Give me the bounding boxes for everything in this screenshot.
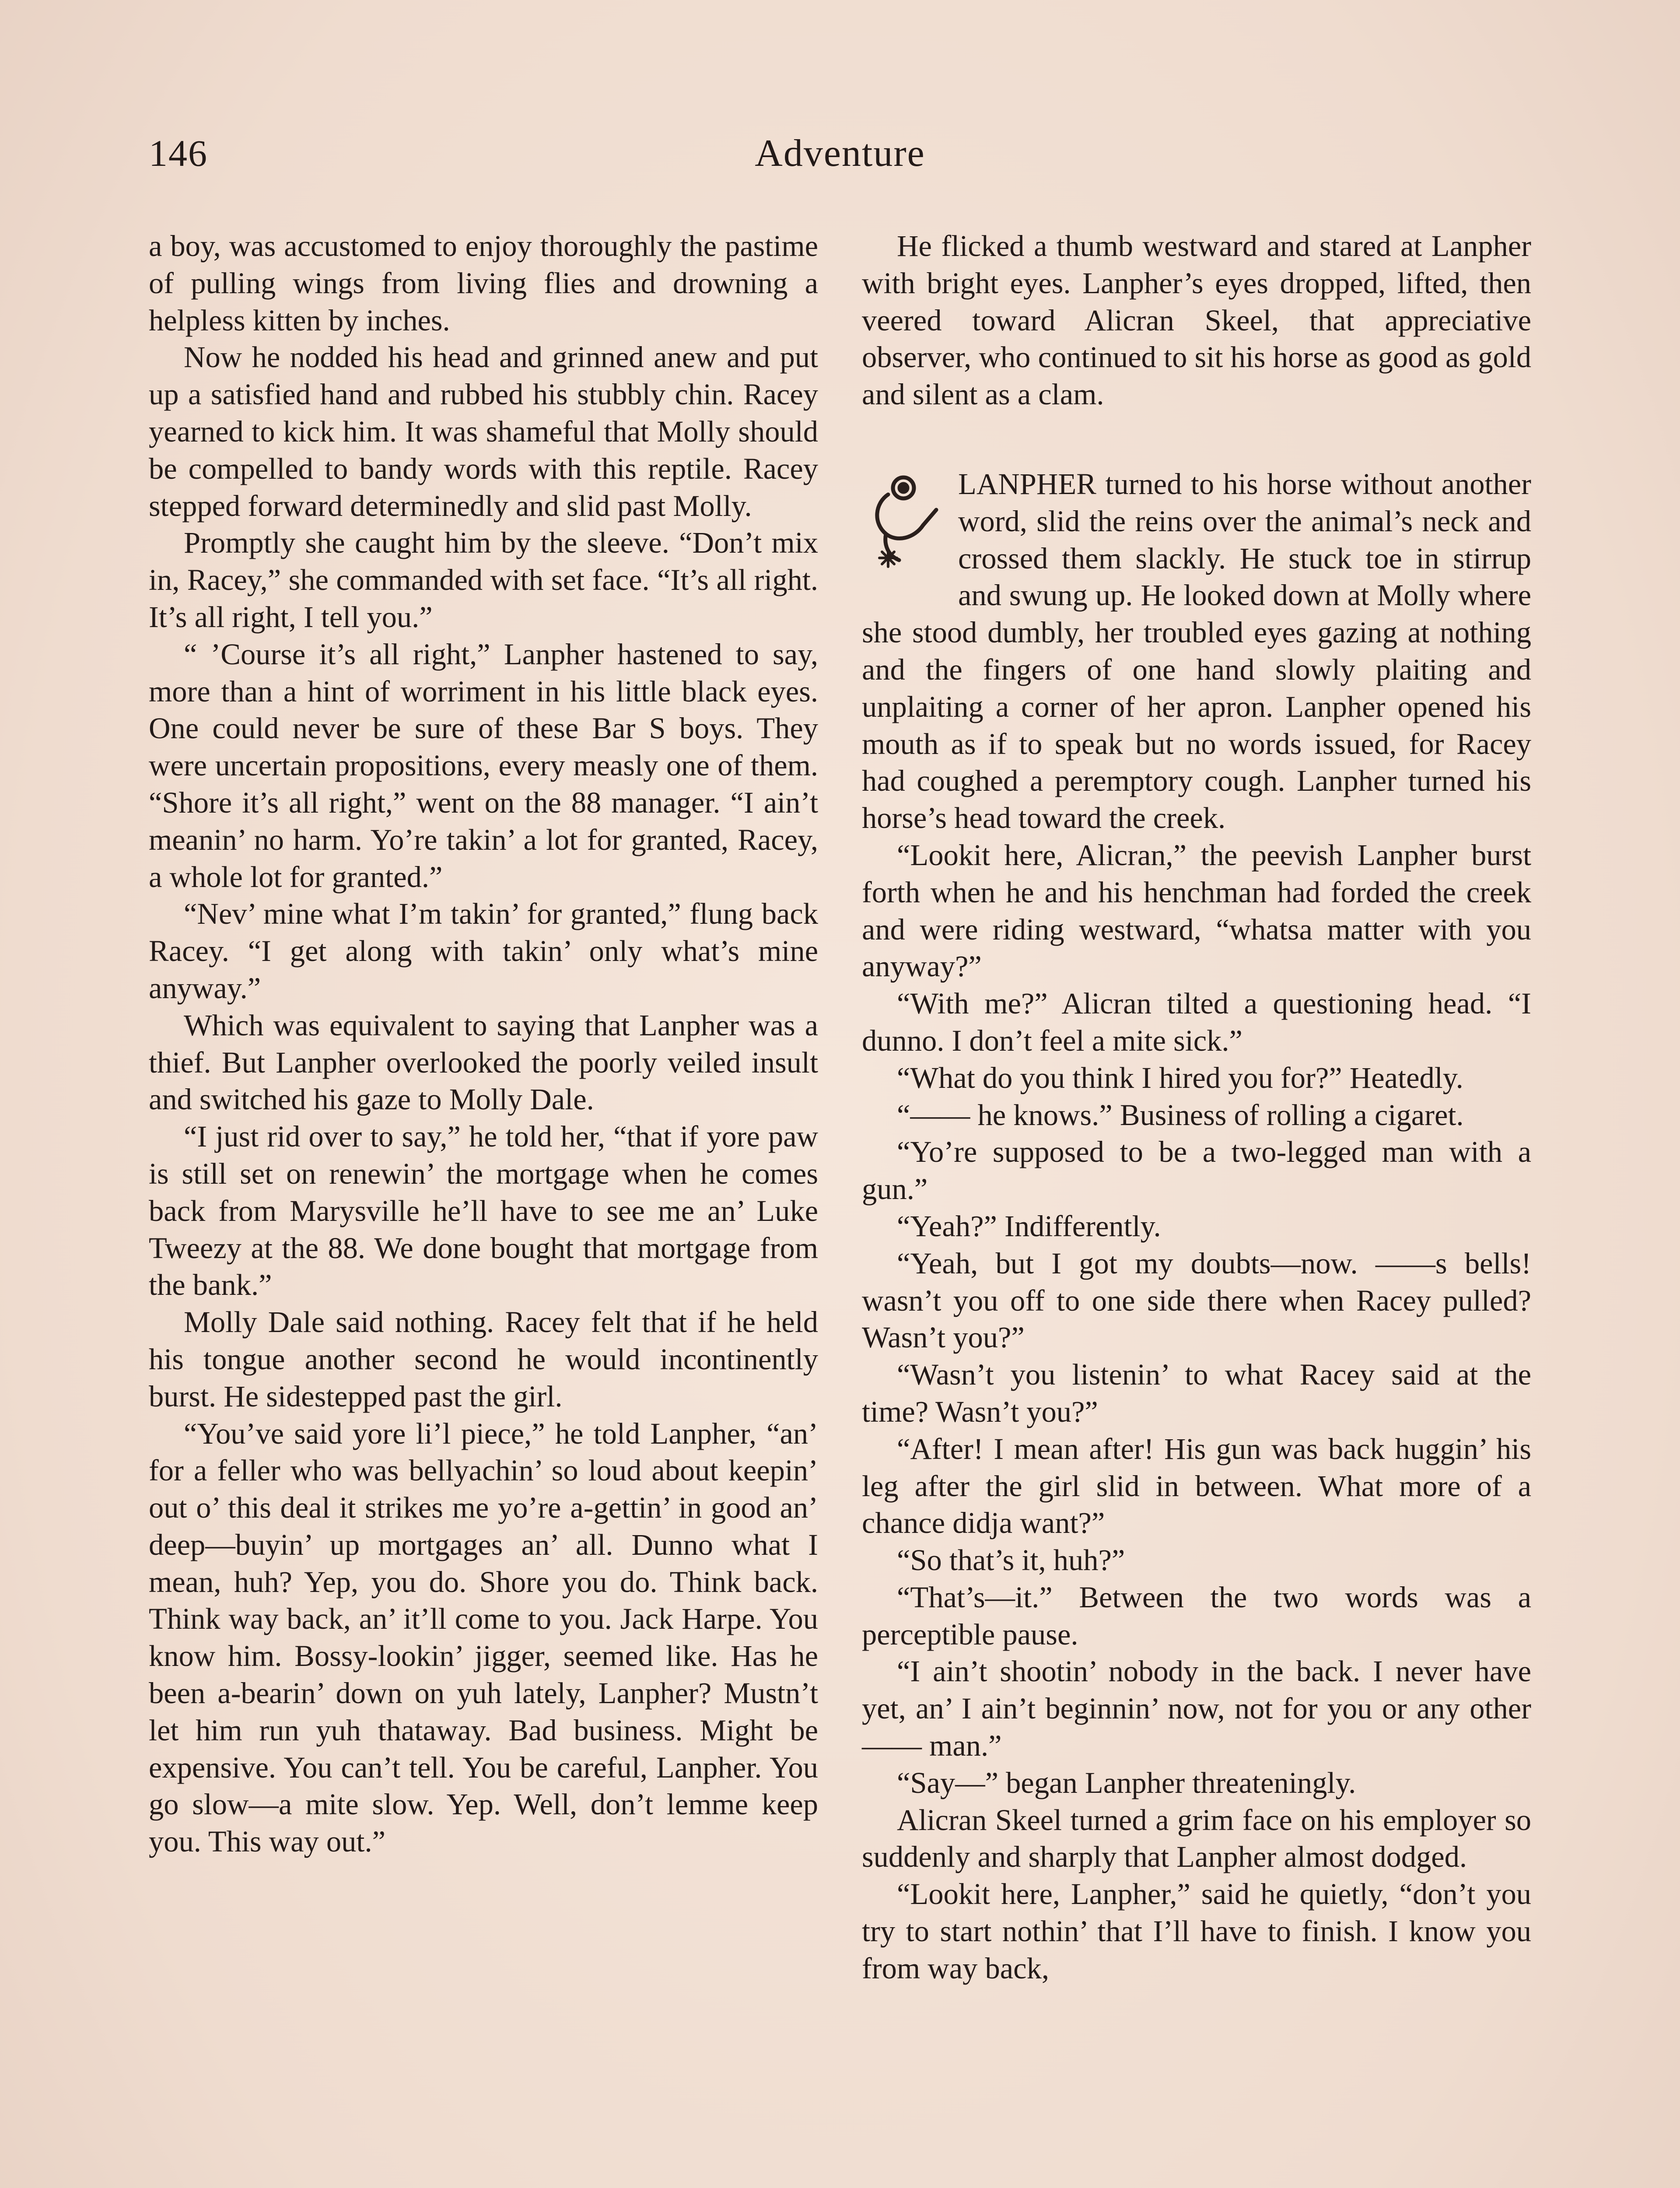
paragraph: “Lookit here, Alicran,” the peevish Lanpher burst forth when he and his henchman had forded the creek and were riding westward, “whatsa matter with you anyway?”: [862, 838, 1531, 983]
paragraph: Promptly she caught him by the sleeve. “Don’t mix in, Racey,” she commanded with set face. “It’s all right. It’s all right, I tell you.”: [149, 526, 818, 634]
paragraph: “Lookit here, Lanpher,” said he quietly, “don’t you try to start nothin’ that I’ll have to finish. I know you from way back,: [862, 1877, 1531, 1985]
paragraph: “What do you think I hired you for?” Heatedly.: [897, 1061, 1463, 1094]
left-text-column: [149, 228, 818, 1860]
paragraph: “I just rid over to say,” he told her, “that if yore paw is still set on renewin’ the mortgage when he comes back from Marysville he’ll have to see me an’ Luke Tweezy at the 88. We done bought that mortgage from the bank.”: [149, 1120, 818, 1302]
page-number: 146: [149, 132, 208, 174]
page-header: [149, 131, 1531, 188]
paragraph: “Wasn’t you listenin’ to what Racey said at the time? Wasn’t you?”: [862, 1358, 1531, 1428]
paragraph: “So that’s it, huh?”: [897, 1543, 1125, 1577]
right-text-column: [862, 228, 1531, 1987]
section-break: [862, 413, 1531, 466]
paragraph: “Nev’ mine what I’m takin’ for granted,” flung back Racey. “I get along with takin’ only what’s mine anyway.”: [149, 897, 818, 1005]
paragraph: “ ’Course it’s all right,” Lanpher hastened to say, more than a hint of worriment in his little black eyes. One could never be sure of these Bar S boys. They were uncertain propositions, every measly one of them. “Shore it’s all right,” went on the 88 manager. “I ain’t meanin’ no harm. Yo’re takin’ a lot for granted, Racey, a whole lot for granted.”: [149, 637, 818, 894]
paragraph: “That’s—it.” Between the two words was a perceptible pause.: [862, 1580, 1531, 1651]
paragraph: “—— he knows.” Business of rolling a cigaret.: [897, 1098, 1464, 1132]
paragraph: a boy, was accustomed to enjoy thoroughly the pastime of pulling wings from living flies and drowning a helpless kitten by inches.: [149, 229, 818, 337]
paragraph: “Say—” began Lanpher threateningly.: [897, 1766, 1356, 1799]
paragraph: Now he nodded his head and grinned anew and put up a satisfied hand and rubbed his stubbly chin. Racey yearned to kick him. It was shameful that Molly should be compelled to bandy words with this reptile. Racey stepped forward determinedly and slid past Molly.: [149, 340, 818, 522]
paragraph: Molly Dale said nothing. Racey felt that if he held his tongue another second he would incontinently burst. He sidestepped past the girl.: [149, 1305, 818, 1413]
paragraph: Alicran Skeel turned a grim face on his employer so suddenly and sharply that Lanpher almost dodged.: [862, 1803, 1531, 1874]
spur-ornament-icon: [862, 468, 949, 578]
paragraph: LANPHER turned to his horse without another word, slid the reins over the animal’s neck and crossed them slackly. He stuck toe in stirrup and swung up. He looked down at Molly where she stood dumbly, her troubled eyes gazing at nothing and the fingers of one hand slowly plaiting and unplaiting a corner of her apron. Lanpher opened his mouth as if to speak but no words issued, for Racey had coughed a peremptory cough. Lanpher turned his horse’s head toward the creek.: [862, 467, 1531, 835]
paragraph: “Yeah?” Indifferently.: [897, 1209, 1161, 1243]
paragraph: “Yo’re supposed to be a two-legged man with a gun.”: [862, 1135, 1531, 1206]
paragraph: He flicked a thumb westward and stared at Lanpher with bright eyes. Lanpher’s eyes dropped, lifted, then veered toward Alicran Skeel, that appreciative observer, who continued to sit his horse as good as gold and silent as a clam.: [862, 229, 1531, 411]
paragraph: Which was equivalent to saying that Lanpher was a thief. But Lanpher overlooked the poorly veiled insult and switched his gaze to Molly Dale.: [149, 1008, 818, 1116]
paragraph: “You’ve said yore li’l piece,” he told Lanpher, “an’ for a feller who was bellyachin’ so loud about keepin’ out o’ this deal it strikes me yo’re a-gettin’ in good an’ deep—buyin’ up mortgages an’ all. Dunno what I mean, huh? Yep, you do. Shore you do. Think back. Think way back, an’ it’ll come to you. Jack Harpe. You know him. Bossy-lookin’ jigger, seemed like. Has he been a-bearin’ down on yuh lately, Lanpher? Mustn’t let him run yuh thataway. Bad business. Might be expensive. You can’t tell. You be careful, Lanpher. You go slow—a mite slow. Yep. Well, don’t lemme keep you. This way out.”: [149, 1417, 818, 1858]
paragraph: “I ain’t shootin’ nobody in the back. I never have yet, an’ I ain’t beginnin’ now, not for you or any other —— man.”: [862, 1655, 1531, 1763]
paragraph: “With me?” Alicran tilted a questioning head. “I dunno. I don’t feel a mite sick.”: [862, 987, 1531, 1057]
paragraph: “After! I mean after! His gun was back huggin’ his leg after the girl slid in between. What more of a chance didja want?”: [862, 1432, 1531, 1540]
running-head-title: Adventure: [755, 132, 925, 175]
paragraph: “Yeah, but I got my doubts—now. ——s bells! wasn’t you off to one side there when Racey pulled? Wasn’t you?”: [862, 1246, 1531, 1354]
